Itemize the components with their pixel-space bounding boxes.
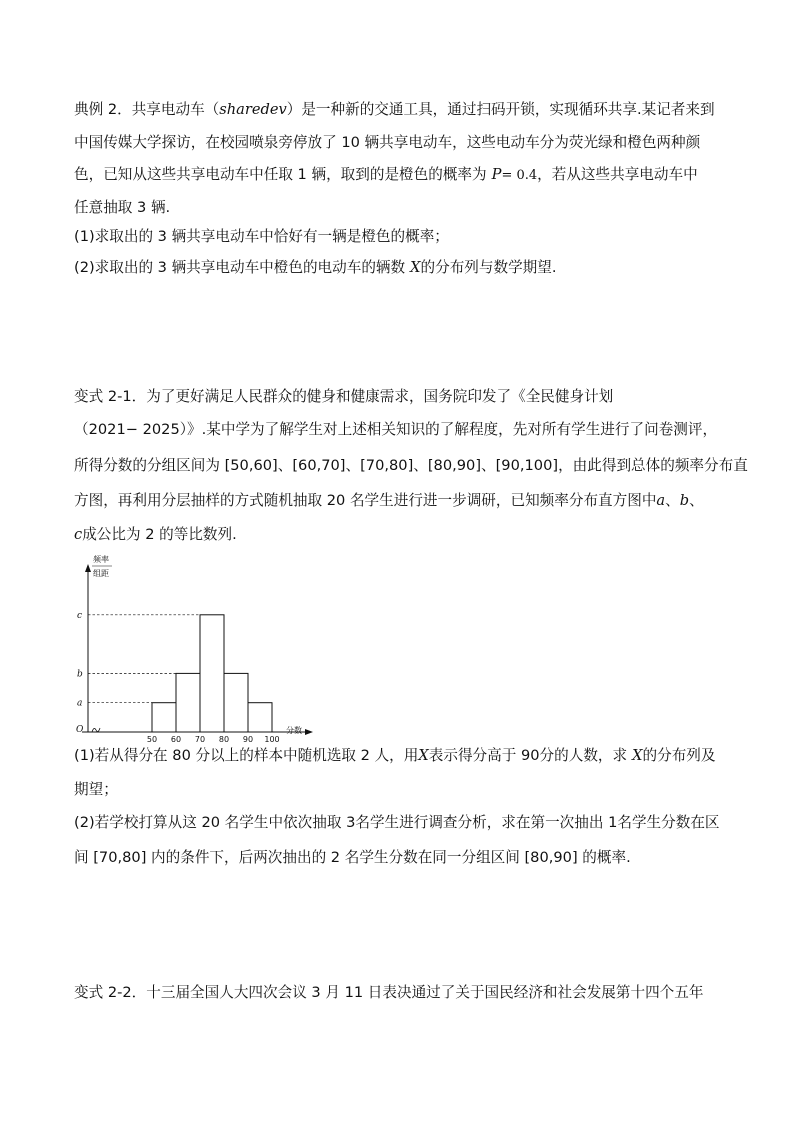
variant21-line-1: 变式 2-1．为了更好满足人民群众的健身和健康需求，国务院印发了《全民健身计划	[74, 388, 614, 405]
x-tick-label: 90	[242, 735, 254, 742]
text: 、	[689, 492, 704, 509]
ylabel-top: 频率	[93, 555, 109, 564]
text: 方图，再利用分层抽样的方式随机抽取 20 名学生进行进一步调研，已知频率分布直方图中	[74, 492, 657, 509]
histogram-axes	[76, 554, 313, 735]
math-b: b	[679, 492, 690, 509]
math-a: a	[656, 492, 666, 509]
text: ）是一种新的交通工具，通过扫码开锁，实现循环共享.某记者来到	[286, 101, 715, 118]
math-sharedev: sharedev	[219, 101, 287, 118]
math-value: = 0.4	[501, 168, 538, 183]
math-X: X	[410, 259, 421, 276]
text: 色，已知从这些共享电动车中任取 1 辆，取到的是橙色的概率为	[74, 166, 487, 183]
example2-line-3	[74, 165, 698, 186]
example2-question-2	[74, 258, 557, 278]
variant21-question-2: (2)若学校打算从这 20 名学生中依次抽取 3名学生进行调查分析，求在第一次抽出 1名学生分数在区	[74, 814, 720, 831]
variant21-line-3: 所得分数的分组区间为 [50,60]、[60,70]、[70,80]、[80,90]、[90,100]，由此得到总体的频率分布直	[74, 457, 748, 474]
x-tick-label: 50	[146, 735, 158, 742]
variant21-question-1	[74, 746, 715, 766]
text: (2)求取出的 3 辆共享电动车中橙色的电动车的辆数	[74, 259, 406, 276]
text: ，若从这些共享电动车中	[537, 166, 698, 183]
example2-line-4: 任意抽取 3 辆.	[74, 199, 171, 216]
variant21-question-2-cont: 间 [70,80] 内的条件下，后两次抽出的 2 名学生分数在同一分组区间 [80,90] 的概率.	[74, 849, 631, 866]
math-P: P	[491, 166, 502, 183]
x-tick-label: 60	[170, 735, 182, 742]
x-tick-label: 100	[264, 735, 280, 742]
y-tick-label-b: b	[77, 669, 83, 680]
text: 成公比为 2 的等比数列.	[82, 526, 237, 543]
frequency-histogram	[70, 552, 320, 742]
text: 、	[665, 492, 680, 509]
histogram-bar-50-60	[152, 703, 176, 732]
origin-label: O	[76, 725, 84, 735]
y-tick-label-a: a	[77, 698, 83, 709]
text: (1)若从得分在 80 分以上的样本中随机选取 2 人，用	[74, 747, 419, 764]
text: 典例 2．共享电动车（	[74, 101, 220, 118]
histogram-x-ticks	[147, 735, 280, 742]
histogram-bar-60-70	[176, 673, 200, 732]
text: 表示得分高于 90分的人数，求	[428, 747, 628, 764]
math-X: X	[418, 747, 429, 764]
axis-break-mark	[92, 728, 100, 732]
variant21-line-5	[74, 525, 237, 545]
xlabel: 分数	[286, 726, 302, 735]
x-axis-arrow	[305, 729, 313, 735]
variant21-question-1-cont: 期望；	[74, 781, 118, 798]
variant22-line-1: 变式 2-2．十三届全国人大四次会议 3 月 11 日表决通过了关于国民经济和社会发展第十四个五年	[74, 984, 704, 1001]
text: 的分布列与数学期望.	[420, 259, 557, 276]
x-tick-label: 80	[218, 735, 230, 742]
histogram-y-ticks	[77, 611, 83, 709]
histogram-bar-70-80	[200, 615, 224, 732]
ylabel-bottom: 组距	[93, 569, 109, 578]
histogram-bar-80-90	[224, 673, 248, 732]
y-axis-arrow	[85, 564, 91, 572]
y-tick-label-c: c	[77, 610, 83, 621]
example2-question-1: (1)求取出的 3 辆共享电动车中恰好有一辆是橙色的概率；	[74, 228, 449, 245]
math-c: c	[74, 526, 83, 543]
example2-line-1	[74, 100, 715, 120]
x-tick-label: 70	[194, 735, 206, 742]
variant21-line-2: （2021− 2025）》.某中学为了解学生对上述相关知识的了解程度，先对所有学生进行了问卷测评，	[74, 421, 718, 438]
histogram-reference-lines	[88, 615, 200, 703]
text: 的分布列及	[642, 747, 716, 764]
histogram-bar-90-100	[248, 703, 272, 732]
example2-line-2: 中国传媒大学探访，在校园喷泉旁停放了 10 辆共享电动车，这些电动车分为荧光绿和橙色两种颜	[74, 134, 701, 151]
variant21-line-4	[74, 491, 704, 511]
math-X: X	[632, 747, 643, 764]
